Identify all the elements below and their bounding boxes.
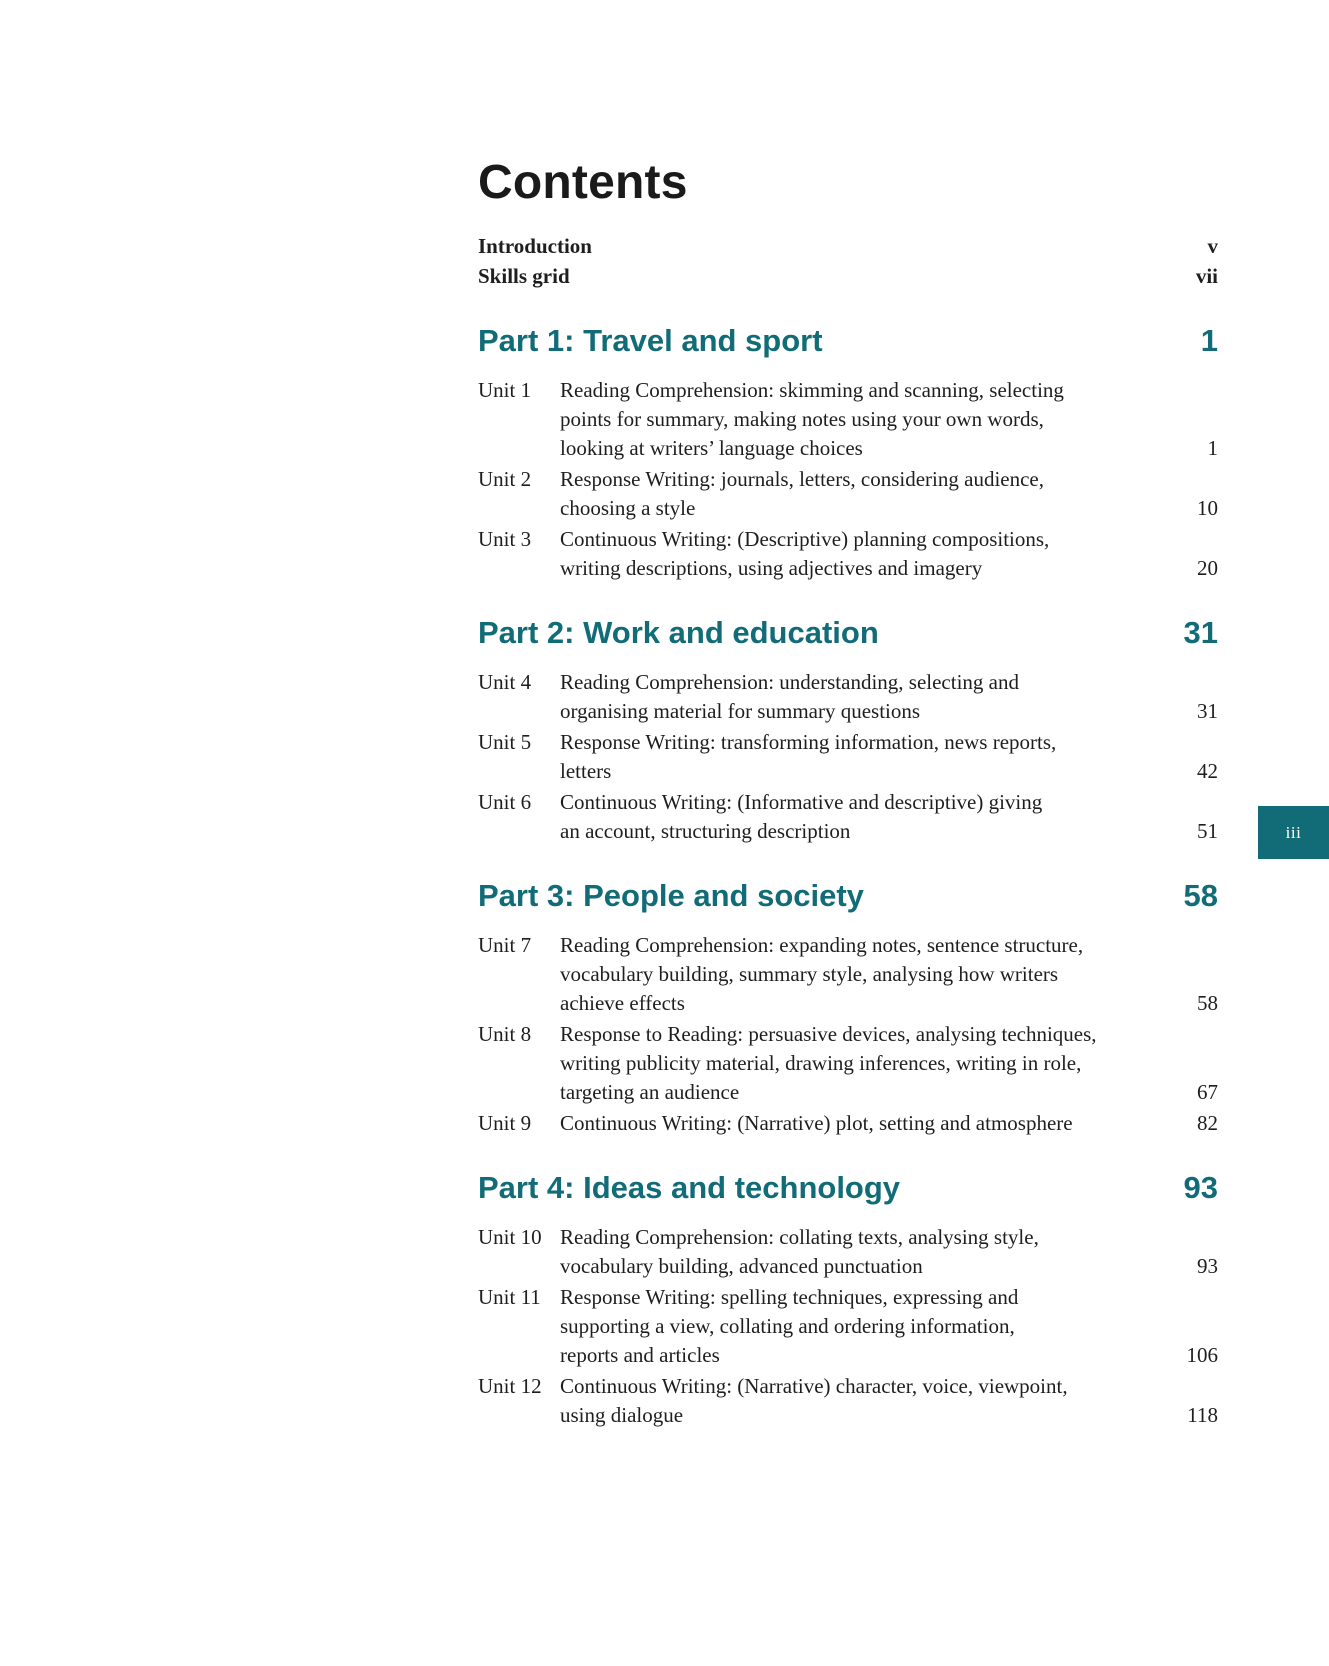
unit-description-line: Reading Comprehension: understanding, selecting and [560, 670, 1019, 694]
unit-label: Unit 12 [478, 1374, 542, 1398]
unit-page: 10 [1197, 496, 1218, 520]
part-title: Part 4: Ideas and technology [478, 1170, 901, 1205]
part-page: 31 [1183, 615, 1218, 650]
unit-page: 1 [1207, 436, 1218, 460]
unit-description [560, 1283, 1158, 1370]
unit-page: 20 [1197, 556, 1218, 580]
unit-description-line: an account, structuring description [560, 819, 851, 843]
unit-description-line: vocabulary building, advanced punctuation [560, 1254, 923, 1278]
unit-label: Unit 9 [478, 1111, 532, 1135]
unit-description [560, 931, 1158, 1018]
unit-description-line: Continuous Writing: (Narrative) character, voice, viewpoint, [560, 1374, 1068, 1398]
unit-description-line: vocabulary building, summary style, analysing how writers [560, 962, 1059, 986]
unit-page: 58 [1197, 991, 1218, 1015]
unit-description [560, 525, 1158, 583]
front-matter-page: vii [1195, 264, 1218, 288]
part-heading[interactable] [478, 321, 1218, 361]
unit-page: 67 [1197, 1080, 1218, 1104]
unit-page: 51 [1197, 819, 1218, 843]
unit-description [560, 1109, 1158, 1138]
page-number-tab: iii [1258, 806, 1329, 859]
unit-entry[interactable] [478, 1283, 1218, 1370]
unit-description [560, 1223, 1158, 1281]
unit-description-line: looking at writers’ language choices [560, 436, 863, 460]
unit-description [560, 728, 1158, 786]
unit-entry[interactable] [478, 1372, 1218, 1430]
unit-description-line: writing descriptions, using adjectives and imagery [560, 556, 983, 580]
unit-entry[interactable] [478, 668, 1218, 726]
unit-description-line: Reading Comprehension: skimming and scanning, selecting [560, 378, 1064, 402]
unit-page: 42 [1197, 759, 1218, 783]
part-title: Part 1: Travel and sport [478, 323, 823, 358]
unit-description-line: Response Writing: journals, letters, considering audience, [560, 467, 1044, 491]
unit-label: Unit 8 [478, 1022, 532, 1046]
unit-description-line: points for summary, making notes using your own words, [560, 407, 1044, 431]
unit-label: Unit 7 [478, 933, 532, 957]
unit-description-line: achieve effects [560, 991, 685, 1015]
page-title: Contents [478, 156, 688, 209]
unit-label: Unit 1 [478, 378, 532, 402]
unit-entry[interactable] [478, 525, 1218, 583]
front-matter [478, 231, 1218, 291]
unit-description-line: Reading Comprehension: expanding notes, sentence structure, [560, 933, 1084, 957]
part-heading[interactable] [478, 1168, 1218, 1208]
front-matter-page: v [1207, 234, 1218, 258]
unit-description-line: supporting a view, collating and ordering information, [560, 1314, 1015, 1338]
unit-description-line: Continuous Writing: (Descriptive) planning compositions, [560, 527, 1050, 551]
unit-label: Unit 11 [478, 1285, 541, 1309]
part-page: 93 [1183, 1170, 1218, 1205]
unit-description [560, 1020, 1158, 1107]
unit-description-line: reports and articles [560, 1343, 720, 1367]
part-page: 1 [1200, 323, 1218, 358]
part-section [478, 1168, 1218, 1430]
unit-entry[interactable] [478, 376, 1218, 463]
unit-description-line: Response Writing: spelling techniques, expressing and [560, 1285, 1019, 1309]
unit-description [560, 376, 1158, 463]
unit-description-line: writing publicity material, drawing inferences, writing in role, [560, 1051, 1082, 1075]
front-matter-item[interactable] [478, 261, 1218, 291]
unit-entry[interactable] [478, 1020, 1218, 1107]
unit-description-line: choosing a style [560, 496, 696, 520]
front-matter-label: Skills grid [478, 264, 570, 288]
unit-page: 106 [1186, 1343, 1218, 1367]
unit-entry[interactable] [478, 931, 1218, 1018]
unit-description [560, 788, 1158, 846]
unit-label: Unit 4 [478, 670, 532, 694]
unit-description-line: Response Writing: transforming information, news reports, [560, 730, 1057, 754]
unit-entry[interactable] [478, 728, 1218, 786]
unit-description [560, 668, 1158, 726]
unit-description [560, 1372, 1158, 1430]
part-section [478, 613, 1218, 846]
part-heading[interactable] [478, 876, 1218, 916]
unit-label: Unit 3 [478, 527, 532, 551]
unit-description-line: using dialogue [560, 1403, 684, 1427]
unit-page: 31 [1197, 699, 1218, 723]
unit-page: 93 [1197, 1254, 1218, 1278]
unit-description-line: Continuous Writing: (Narrative) plot, setting and atmosphere [560, 1111, 1073, 1135]
part-heading[interactable] [478, 613, 1218, 653]
unit-description-line: targeting an audience [560, 1080, 740, 1104]
unit-label: Unit 6 [478, 790, 532, 814]
part-title: Part 2: Work and education [478, 615, 879, 650]
unit-description [560, 465, 1158, 523]
unit-page: 82 [1197, 1111, 1218, 1135]
part-page: 58 [1183, 878, 1218, 913]
unit-description-line: Continuous Writing: (Informative and descriptive) giving [560, 790, 1043, 814]
unit-label: Unit 2 [478, 467, 532, 491]
unit-page: 118 [1187, 1403, 1218, 1427]
unit-label: Unit 5 [478, 730, 532, 754]
unit-description-line: Response to Reading: persuasive devices, analysing techniques, [560, 1022, 1097, 1046]
part-title: Part 3: People and society [478, 878, 864, 913]
unit-entry[interactable] [478, 1223, 1218, 1281]
unit-entry[interactable] [478, 1109, 1218, 1138]
unit-description-line: letters [560, 759, 612, 783]
unit-label: Unit 10 [478, 1225, 542, 1249]
front-matter-item[interactable] [478, 231, 1218, 261]
unit-entry[interactable] [478, 465, 1218, 523]
part-section [478, 321, 1218, 583]
part-section [478, 876, 1218, 1138]
front-matter-label: Introduction [478, 234, 592, 258]
unit-description-line: organising material for summary questions [560, 699, 921, 723]
unit-description-line: Reading Comprehension: collating texts, analysing style, [560, 1225, 1039, 1249]
contents-page [478, 153, 1218, 1432]
unit-entry[interactable] [478, 788, 1218, 846]
